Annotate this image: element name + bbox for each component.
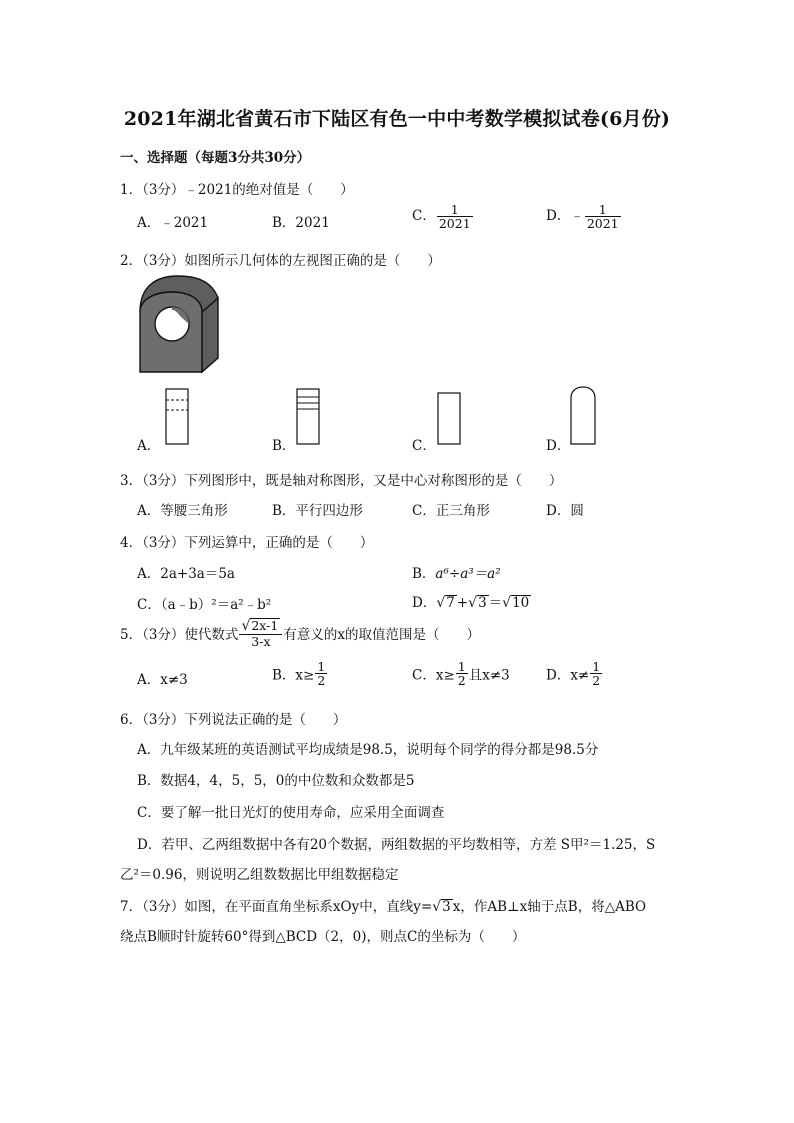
- q6-option-b: B．数据4，4，5，5，0的中位数和众数都是5: [137, 773, 415, 789]
- radicand: 2x-1: [251, 618, 279, 633]
- fraction-denominator: 2021: [586, 216, 619, 232]
- q5-option-d: [546, 660, 603, 687]
- sqrt-icon: √: [432, 899, 442, 915]
- fraction-numerator: 1: [585, 203, 621, 217]
- q4-option-b-expr: a⁶÷a³＝a²: [435, 566, 501, 582]
- q4-option-d: [412, 591, 531, 611]
- radicand: 10: [512, 595, 530, 611]
- q5-option-b-fraction: [315, 660, 327, 687]
- q6-option-a: A．九年级某班的英语测试平均成绩是98.5，说明每个同学的得分都是98.5分: [137, 742, 599, 758]
- q1-option-c-label: C．: [412, 208, 436, 225]
- fraction-denominator: 2021: [438, 216, 471, 232]
- solid-figure: [132, 272, 232, 376]
- section-heading: 一、选择题（每题3分共30分）: [120, 150, 311, 166]
- sqrt-icon: √: [241, 618, 251, 634]
- q4-option-c: [137, 593, 271, 613]
- fraction-denominator: 2: [592, 673, 601, 689]
- radicand: 7: [446, 595, 455, 611]
- q5-option-a: A．x≠3: [137, 672, 188, 688]
- fraction-numerator: 1: [437, 203, 473, 217]
- fraction-numerator: 1: [592, 659, 601, 674]
- q3-option-b: B．平行四边形: [272, 503, 363, 519]
- q1-option-b: B．2021: [272, 215, 330, 231]
- q3-option-c: C．正三角形: [412, 503, 490, 519]
- q5-stem-post: 有意义的x的取值范围是（ ）: [283, 626, 480, 643]
- q1-option-a: A．﹣2021: [137, 215, 209, 231]
- fraction-denominator: 2: [317, 673, 326, 689]
- q4-stem: 4．（3分）下列运算中，正确的是（ ）: [120, 535, 374, 551]
- q5-option-c-tail: 且x≠3: [468, 667, 510, 684]
- q5-expression: [239, 618, 282, 648]
- q7-stem-line2: 绕点B顺时针旋转60°得到△BCD（2，0)，则点C的坐标为（ ）: [120, 929, 526, 945]
- q2-option-d-view: [570, 386, 596, 446]
- fraction-numerator: 1: [317, 659, 326, 674]
- plus-sign: +: [456, 595, 469, 611]
- q2-option-a-view: [165, 388, 189, 446]
- q6-option-d-line2: 乙²＝0.96，则说明乙组数数据比甲组数据稳定: [120, 867, 399, 883]
- q5-option-c-fraction: [456, 660, 468, 687]
- q5-option-c-label: C．x≥: [412, 667, 455, 684]
- fraction-numerator: 1: [457, 659, 466, 674]
- q5-denominator: 3-x: [251, 633, 271, 649]
- q4-option-b: [412, 562, 501, 582]
- sqrt-icon: √: [468, 595, 478, 611]
- q5-option-b: [272, 660, 328, 687]
- q2-option-c-view: [437, 392, 461, 446]
- q4-option-c-label: C．: [137, 597, 161, 613]
- q2-option-b: B．: [272, 438, 296, 454]
- q5-option-b-label: B．x≥: [272, 667, 315, 684]
- q1-option-c-fraction: [437, 203, 473, 230]
- q7-stem-line1: [120, 895, 646, 915]
- q1-option-d-label: D．﹣: [546, 208, 584, 225]
- q5-stem-pre: 5．（3分）使代数式: [120, 626, 239, 643]
- q6-option-d-line1: D．若甲、乙两组数据中各有20个数据，两组数据的平均数相等，方差 S甲²＝1.25，S: [137, 837, 656, 853]
- q7-stem-post: x，作AB⊥x轴于点B，将△ABO: [452, 899, 647, 915]
- q2-option-c: C．: [412, 438, 436, 454]
- sqrt-icon: √: [436, 595, 446, 611]
- q5-numerator: [239, 618, 282, 635]
- q3-option-a: A．等腰三角形: [137, 503, 228, 519]
- q4-option-c-expr: （a﹣b）²＝a²﹣b²: [160, 597, 272, 613]
- q5-option-d-label: D．x≠: [546, 667, 590, 684]
- q6-option-c: C．要了解一批日光灯的使用寿命，应采用全面调查: [137, 805, 445, 821]
- q2-option-a: A．: [137, 438, 161, 454]
- q5-stem: [120, 618, 480, 648]
- q1-stem: 1．（3分）﹣2021的绝对值是（ ）: [120, 182, 354, 198]
- q3-option-d: D．圆: [546, 503, 584, 519]
- q2-option-b-view: [296, 388, 320, 446]
- q6-stem: 6．（3分）下列说法正确的是（ ）: [120, 712, 347, 728]
- q2-option-d: D．: [546, 438, 571, 454]
- q2-stem: 2．（3分）如图所示几何体的左视图正确的是（ ）: [120, 253, 441, 269]
- q3-stem: 3．（3分）下列图形中，既是轴对称图形，又是中心对称图形的是（ ）: [120, 473, 563, 489]
- q1-option-c: [412, 203, 474, 230]
- equals-sign: ＝: [488, 595, 503, 611]
- page-title: 2021年湖北省黄石市下陆区有色一中中考数学模拟试卷(6月份): [123, 108, 671, 130]
- sqrt-icon: √: [502, 595, 512, 611]
- q5-option-c: [412, 660, 510, 687]
- q4-option-a: A．2a+3a＝5a: [137, 566, 235, 582]
- q7-stem-pre: 7．（3分）如图，在平面直角坐标系xOy中，直线y=: [120, 899, 433, 915]
- q4-option-b-label: B．: [412, 566, 436, 582]
- q1-option-d-fraction: [585, 203, 621, 230]
- q4-option-d-label: D．: [412, 595, 437, 611]
- fraction-denominator: 2: [457, 673, 466, 689]
- q5-option-d-fraction: [590, 660, 602, 687]
- q1-option-d: [546, 203, 622, 230]
- radicand: 3: [478, 595, 487, 611]
- radicand: 3: [442, 899, 451, 915]
